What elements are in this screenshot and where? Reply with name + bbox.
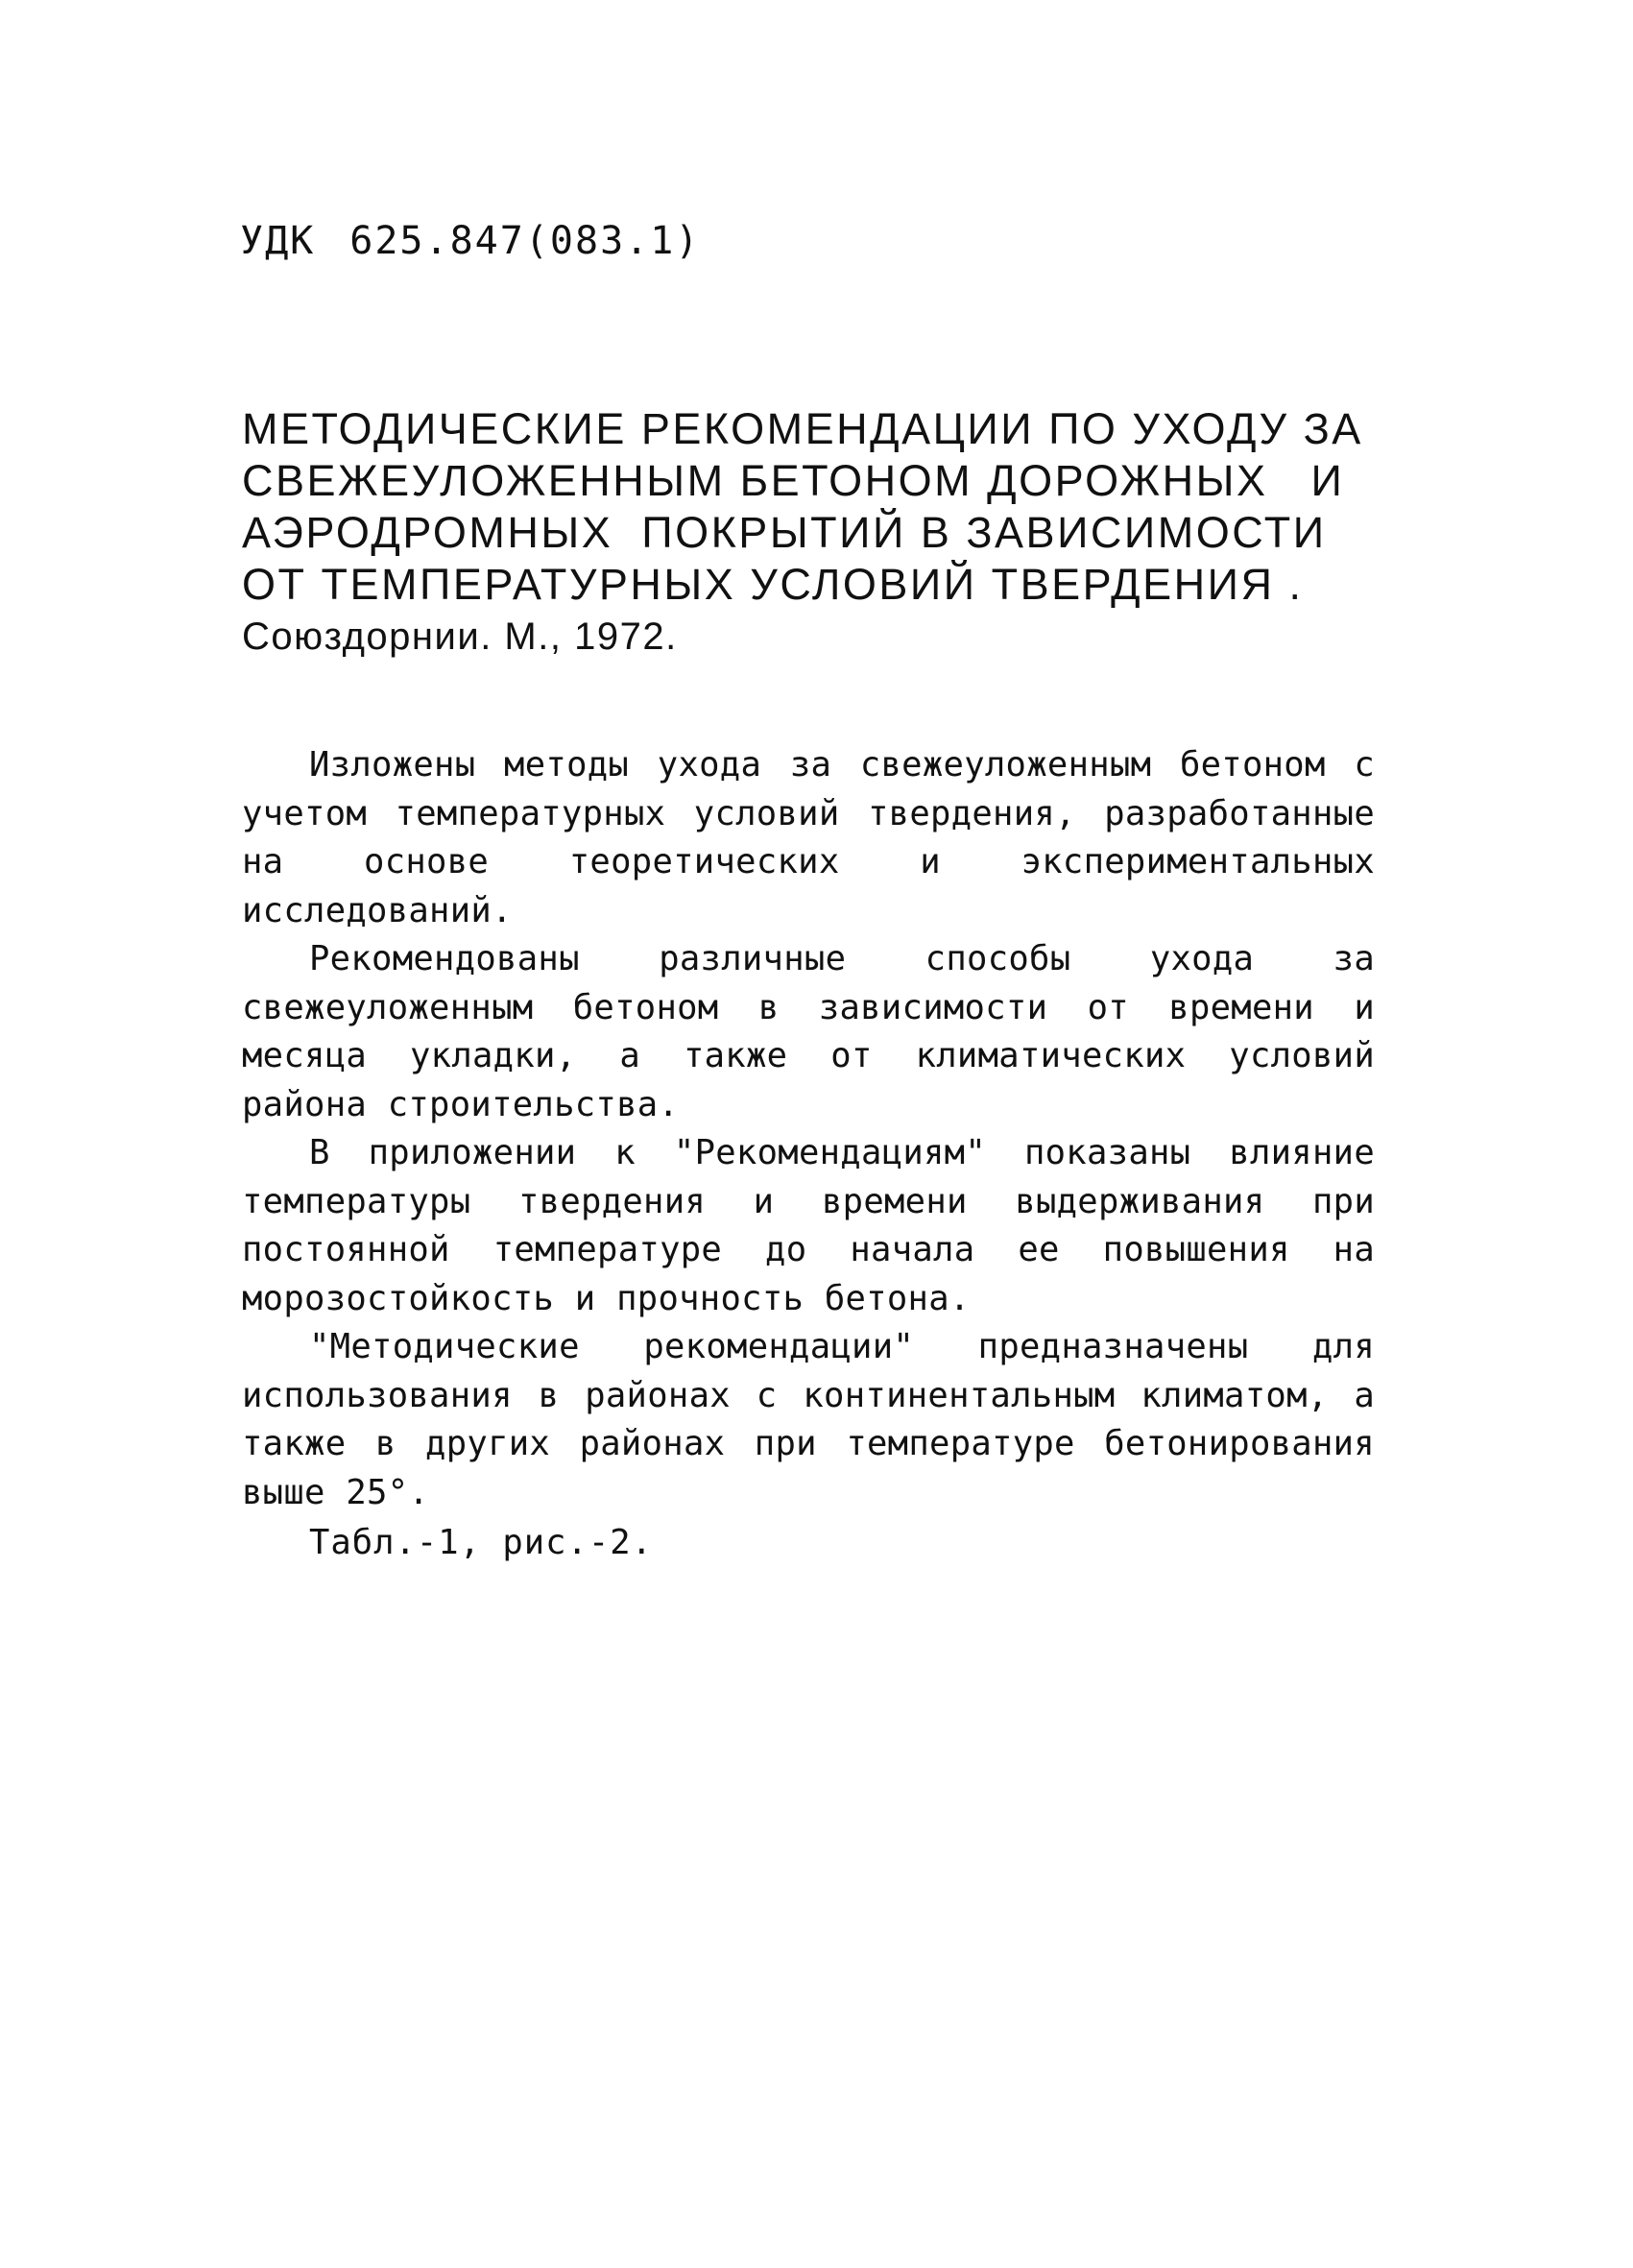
udk-label: УДК [240,219,316,263]
abstract-paragraph: В приложении к "Рекомендациям" показаны влияние температуры твердения и времени выдерживания при постоянной температуре до начала ее повышения на морозостойкость и прочность бетона. [242,1133,1375,1318]
bibliographic-record [242,403,1375,663]
title-line: СВЕЖЕУЛОЖЕННЫМ БЕТОНОМ ДОРОЖНЫХ И [242,456,1345,505]
abstract-paragraph: Рекомендованы различные способы ухода за свежеуложенным бетоном в зависимости от времени и месяца укладки, а также от климатических условий района строительства. [242,939,1375,1124]
abstract-paragraph: "Методические рекомендации" предназначены для использования в районах с континентальным климатом, а также в других районах при температуре бетонирования выше 25°. [242,1327,1375,1512]
tables-figures-count: Табл.-1, рис.-2. [309,1523,653,1562]
title-line: ОТ ТЕМПЕРАТУРНЫХ УСЛОВИЙ ТВЕРДЕНИЯ . [242,560,1304,609]
title-line: АЭРОДРОМНЫХ ПОКРЫТИЙ В ЗАВИСИМОСТИ [242,508,1327,557]
udk-index [240,219,700,263]
publisher-line: Союздорнии. М., 1972. [242,615,678,658]
abstract [242,741,1375,1568]
title-line: МЕТОДИЧЕСКИЕ РЕКОМЕНДАЦИИ ПО УХОДУ ЗА [242,404,1363,453]
abstract-paragraph: Изложены методы ухода за свежеуложенным бетоном с учетом температурных условий твердения, разработанные на основе теоретических и экспериментальных исследований. [242,745,1375,930]
udk-code: 625.847(083.1) [349,219,701,263]
